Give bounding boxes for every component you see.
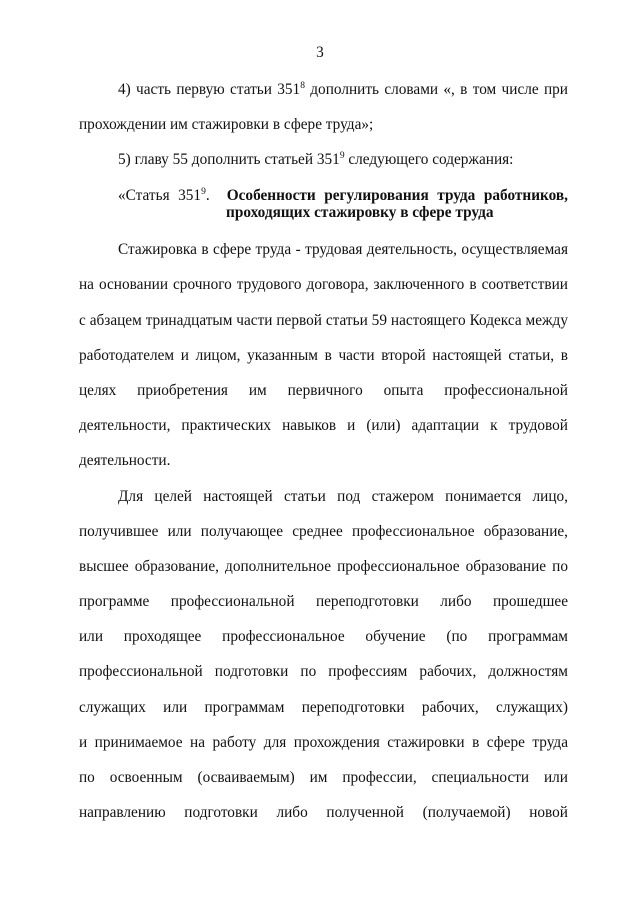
paragraph-1-line-4: работодателем и лицом, указанным в части второй настоящей статьи, в xyxy=(79,347,568,364)
paragraph-2-line-10: направлению подготовки либо полученной (получаемой) новой xyxy=(79,804,568,821)
item-5-text-b: следующего содержания: xyxy=(344,151,514,168)
item-4-text-a: 4) часть первую статьи 351 xyxy=(118,81,301,98)
article-heading-title-line-2: проходящих стажировку в сфере труда xyxy=(226,204,494,221)
article-heading-superscript: 9 xyxy=(201,187,206,197)
paragraph-1-line-5: целях приобретения им первичного опыта профессиональной xyxy=(79,382,568,399)
paragraph-1-line-7: деятельности. xyxy=(79,452,171,469)
item-5-superscript: 9 xyxy=(339,151,345,161)
item-4-line-1 xyxy=(118,80,568,100)
article-heading-title-line-1: Особенности регулирования труда работников, xyxy=(226,187,569,204)
paragraph-2-line-5: или проходящее профессиональное обучение (по программам xyxy=(79,628,568,645)
item-5-text-a: 5) главу 55 дополнить статьей 351 xyxy=(118,151,340,168)
paragraph-2-line-6: профессиональной подготовки по профессиям рабочих, должностям xyxy=(79,663,568,680)
article-heading-dot: . xyxy=(205,187,210,204)
paragraph-1-line-3: с абзацем тринадцатым части первой статьи 59 настоящего Кодекса между xyxy=(79,312,568,329)
item-4-superscript: 8 xyxy=(300,81,305,91)
paragraph-1-line-2: на основании срочного трудового договора, заключенного в соответствии xyxy=(79,276,568,293)
paragraph-2-line-7: служащих или программам переподготовки рабочих, служащих) xyxy=(79,699,568,716)
item-4-line-2: прохождении им стажировки в сфере труда»; xyxy=(79,116,374,133)
paragraph-1-line-1: Стажировка в сфере труда - трудовая деятельность, осуществляемая xyxy=(118,241,568,258)
paragraph-2-line-4: программе профессиональной переподготовки либо прошедшее xyxy=(79,593,568,610)
item-5-line xyxy=(118,150,568,170)
paragraph-1-line-6: деятельности, практических навыков и (или) адаптации к трудовой xyxy=(79,417,568,434)
page-number: 3 xyxy=(316,44,324,61)
paragraph-2-line-8: и принимаемое на работу для прохождения стажировки в сфере труда xyxy=(79,734,568,751)
paragraph-2-line-3: высшее образование, дополнительное профессиональное образование по xyxy=(79,558,568,575)
article-heading-prefix: «Статья 351 xyxy=(118,187,202,204)
paragraph-2-line-1: Для целей настоящей статьи под стажером понимается лицо, xyxy=(118,488,568,505)
paragraph-2-line-2: получившее или получающее среднее профессиональное образование, xyxy=(79,523,568,540)
paragraph-2-line-9: по освоенным (осваиваемым) им профессии, специальности или xyxy=(79,769,568,786)
item-4-text-b: дополнить словами «, в том числе при xyxy=(304,81,568,98)
